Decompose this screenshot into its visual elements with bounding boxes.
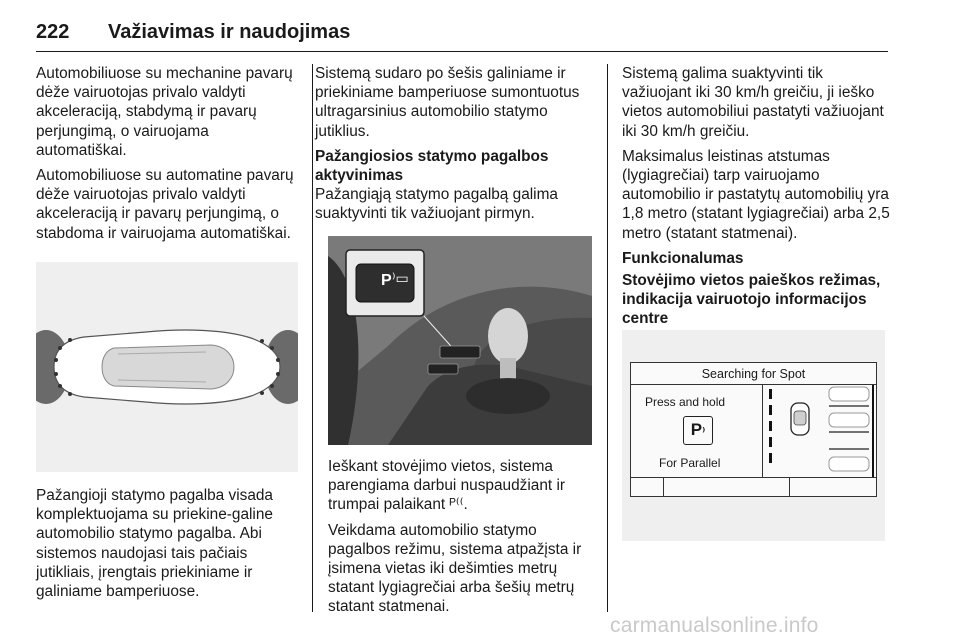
subheading: Pažangiosios statymo pagalbos aktyvinimas [315,147,549,184]
column-3 [622,64,892,328]
footer-divider [663,478,664,497]
center-console-photo [328,236,592,445]
paragraph: Ieškant stovėjimo vietos, sistema parengiama darbui nuspaudžiant ir trumpai palaikant ᴾ⁽⁽. [328,458,565,514]
paragraph: Veikdama automobilio statymo pagalbos režimu, sistema atpažįsta ir įsimena vietas iki dešimties metrų statant lygiagrečiai arba šešių metrų statant statmenai. [328,521,582,616]
column-1 [36,64,298,249]
paragraph: Pažangioji statymo pagalba visada komplektuojama su priekine-galine automobilio statymo pagalba. Abi sistemos naudojasi tais pačiais jutikliais, įrengtais priekiniame ir galiniame bamperiuose. [36,487,273,601]
section-title: Važiavimas ir naudojimas [108,21,351,43]
subheading: Stovėjimo vietos paieškos režimas, indikacija vairuotojo informacijos centre [622,271,881,327]
paragraph: Automobiliuose su automatine pavarų dėže vairuotojas privalo valdyti akceleraciją ir pavarų perjungimą, o stabdoma ir vairuojama automatiškai. [36,167,294,242]
page-header [36,21,888,49]
column-divider [312,64,313,612]
parking-assist-icon: P⁾ [683,416,713,445]
subheading: Funkcionalumas [622,249,744,267]
column-2 [315,64,595,229]
page-number: 222 [36,21,70,43]
parking-assist-icon-label: P [690,420,703,439]
display-instruction-panel [631,385,763,477]
parking-scene-graphic [763,385,878,477]
column-divider [607,64,608,612]
car-sensor-illustration [36,262,298,472]
paragraph: Pažangiąją statymo pagalbą galima suaktyvinti tik važiuojant pirmyn. [315,185,558,223]
press-hold-text: Press and hold [645,395,726,409]
parking-assist-button-label: P [381,272,392,289]
header-divider [36,51,888,52]
display-footer [631,477,876,497]
display-title: Searching for Spot [631,363,876,385]
for-parallel-text: For Parallel [659,456,721,470]
parking-assist-icon: ⁾▭ [392,270,409,286]
paragraph: Sistemą galima suaktyvinti tik važiuojant iki 30 km/h greičiu, ji ieško vietos automobiliui pastatyti važiuojant iki 30 km/h greičiu. [622,65,884,140]
column-2-bottom [328,457,596,623]
paragraph: Sistemą sudaro po šešis galiniame ir priekiniame bamperiuose sumontuotus ultragarsinius automobilio statymo jutiklius. [315,65,580,140]
display-screen [630,362,877,497]
driver-info-display-illustration [622,330,885,541]
paragraph: Automobiliuose su mechanine pavarų dėže vairuotojas privalo valdyti akceleraciją, stabdymą ir pavarų perjungimą, o vairuojama automatiškai. [36,65,293,159]
footer-divider [789,478,790,497]
paragraph: Maksimalus leistinas atstumas (lygiagrečiai) tarp vairuojamo automobilio ir pastatytų automobilių yra 1,8 metro (statant lygiagrečiai) arba 2,5 metro (statant statmenai). [622,147,890,242]
watermark: carmanualsonline.info [610,614,819,637]
